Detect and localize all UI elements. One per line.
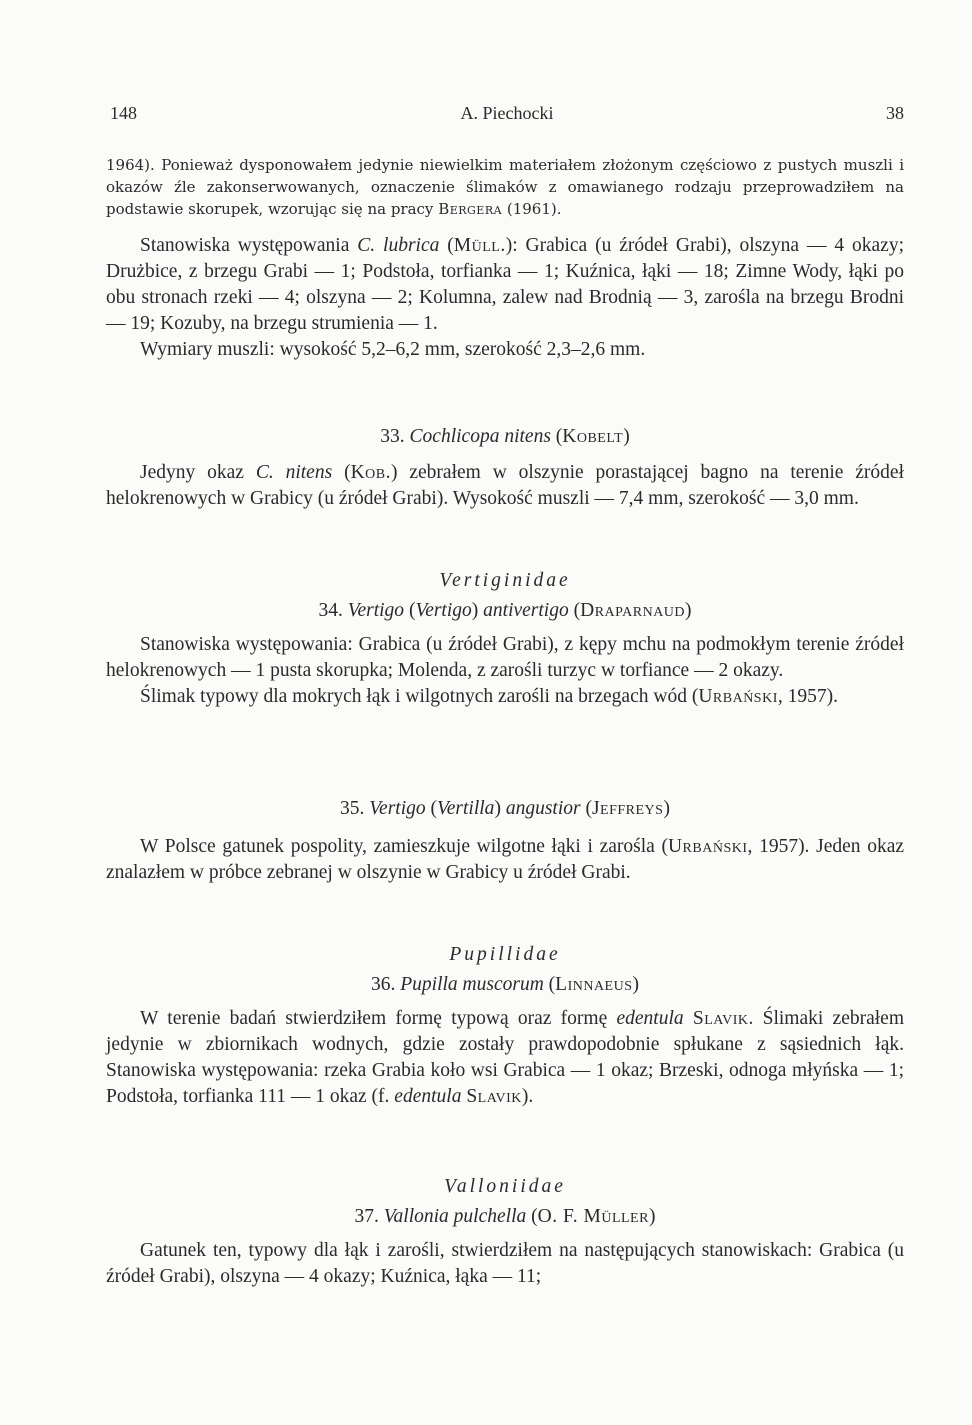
species-heading: 37. Vallonia pulchella (O. F. Müller) xyxy=(354,1206,656,1227)
species-33-section xyxy=(106,424,904,512)
reference-author: Bergera xyxy=(438,200,503,218)
lubrica-measurements: Wymiary muszli: wysokość 5,2–6,2 mm, szerokość 2,3–2,6 mm. xyxy=(140,339,646,360)
page-number: 148 xyxy=(110,103,137,123)
running-title: A. Piechocki xyxy=(460,103,554,123)
species-paragraph: Jedyny okaz C. nitens (Kob.) zebrałem w olszynie porastającej bagno na terenie źródeł helokrenowych w Grabicy (u źródeł Grabi). Wysokość muszli — 7,4 mm, szerokość — 3,0 mm. xyxy=(106,462,905,509)
valloniidae-section xyxy=(106,1174,904,1290)
species-heading: 36. Pupilla muscorum (Linnaeus) xyxy=(370,974,640,995)
species-paragraph: Stanowiska występowania: Grabica (u źródeł Grabi), z kępy mchu na podmokłym terenie źródeł helokrenowych — 1 pusta skorupka; Molenda, z zarośli turzyc w torfiance — 2 okazy. xyxy=(106,634,904,681)
species-35-section xyxy=(106,796,904,886)
vertiginidae-section xyxy=(106,568,904,710)
lubrica-localities: Stanowiska występowania C. lubrica (Müll.): Grabica (u źródeł Grabi), olszyna — 4 okazy; Drużbice, z brzegu Grabi — 1; Podstoła, torfianka — 1; Kuźnica, łąki — 18; Zimne Wody, łąki po obu stronach rzeki — 4; olszyna — 2; Kolumna, zalew nad Brodnią — 3, zarośla na brzegu Brodni — 19; Kozuby, na brzegu strumienia — 1. xyxy=(106,235,904,334)
species-heading: 34. Vertigo (Vertigo) antivertigo (Draparnaud) xyxy=(318,600,692,621)
species-paragraph: W terenie badań stwierdziłem formę typową oraz formę edentula Slavik. Ślimaki zebrałem jedynie w zbiornikach wodnych, gdzie zostały prawdopodobnie spłukane z sąsiednich łąk. Stanowiska występowania: rzeka Grabia koło wsi Grabica — 1 okaz; Brzeski, odnoga młyńska — 1; Podstoła, torfianka 111 — 1 okaz (f. edentula Slavik). xyxy=(106,1008,905,1107)
species-heading: 35. Vertigo (Vertilla) angustior (Jeffreys) xyxy=(340,798,670,819)
species-heading: 33. Cochlicopa nitens (Kobelt) xyxy=(380,426,630,447)
intro-block xyxy=(106,154,904,220)
family-heading: Valloniidae xyxy=(444,1176,566,1197)
article-number: 38 xyxy=(886,103,904,123)
species-paragraph: Gatunek ten, typowy dla łąk i zarośli, stwierdziłem na następujących stanowiskach: Grabica (u źródeł Grabi), olszyna — 4 okazy; Kuźnica, łąka — 11; xyxy=(106,1240,904,1287)
species-paragraph: Ślimak typowy dla mokrych łąk i wilgotnych zarośli na brzegach wód (Urbański, 1957). xyxy=(140,686,838,707)
running-header xyxy=(110,103,904,129)
species-paragraph: W Polsce gatunek pospolity, zamieszkuje wilgotne łąki i zarośla (Urbański, 1957). Jeden okaz znalazłem w próbce zebranej w olszynie w Grabicy u źródeł Grabi. xyxy=(106,836,904,883)
lubrica-section xyxy=(106,233,904,363)
family-heading: Vertiginidae xyxy=(439,570,571,591)
pupillidae-section xyxy=(106,942,904,1110)
intro-paragraph: 1964). Ponieważ dysponowałem jedynie niewielkim materiałem złożonym częściowo z pustych muszli i okazów źle zakonserwowanych, oznaczenie ślimaków z omawianego rodzaju przeprowadziłem na podstawie skorupek, wzorując się na pracy Bergera (1961). xyxy=(106,156,904,218)
family-heading: Pupillidae xyxy=(449,944,561,965)
